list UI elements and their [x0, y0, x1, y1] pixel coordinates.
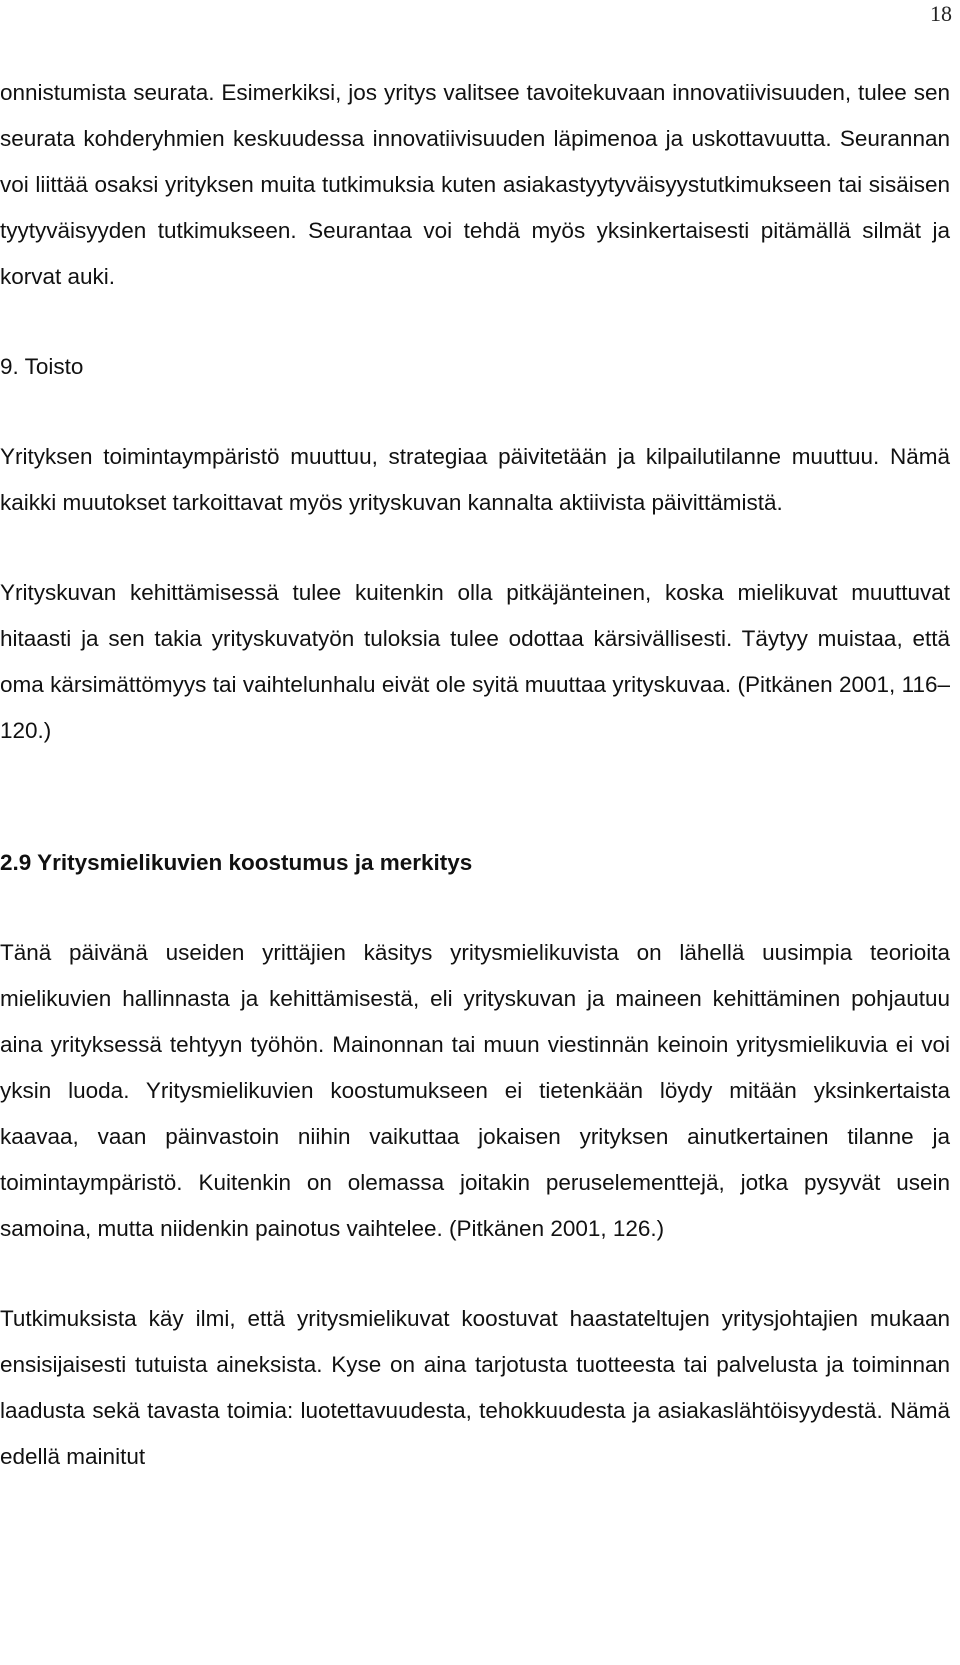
heading-section-2-9: 2.9 Yritysmielikuvien koostumus ja merkitys: [0, 850, 473, 875]
section-title-repetition: 9. Toisto: [0, 354, 84, 379]
paragraph-research-findings: Tutkimuksista käy ilmi, että yritysmielikuvat koostuvat haastateltujen yritysjohtajien mukaan ensisijaisesti tutuista aineksista. Kyse on aina tarjotusta tuotteesta tai palvelusta ja toiminnan laadusta sekä tavasta toimia: luotettavuudesta, tehokkuudesta ja asiakaslähtöisyydestä. Nämä edellä mainitut: [0, 1306, 950, 1469]
paragraph-long-term-development: Yrityskuvan kehittämisessä tulee kuitenkin olla pitkäjänteinen, koska mielikuvat muuttuvat hitaasti ja sen takia yrityskuvatyön tuloksia tulee odottaa kärsivällisesti. Täytyy muistaa, että oma kärsimättömyys tai vaihtelunhalu eivät ole syitä muuttaa yrityskuvaa. (Pitkänen 2001, 116–120.): [0, 580, 950, 743]
paragraph-entrepreneur-views: Tänä päivänä useiden yrittäjien käsitys yritysmielikuvista on lähellä uusimpia teorioita mielikuvien hallinnasta ja kehittämisestä, eli yrityskuvan ja maineen kehittäminen pohjautuu aina yrityksessä tehtyyn työhön. Mainonnan tai muun viestinnän keinoin yritysmielikuvia ei voi yksin luoda. Yritysmielikuvien koostumukseen ei tietenkään löydy mitään yksinkertaista kaavaa, vaan päinvastoin niihin vaikuttaa jokaisen yrityksen ainutkertainen tilanne ja toimintaympäristö. Kuitenkin on olemassa joitakin peruselementtejä, jotka pysyvät usein samoina, mutta niidenkin painotus vaihtelee. (Pitkänen 2001, 126.): [0, 940, 950, 1241]
document-body: [0, 70, 950, 1480]
paragraph-environment-change: Yrityksen toimintaympäristö muuttuu, strategiaa päivitetään ja kilpailutilanne muuttuu. Nämä kaikki muutokset tarkoittavat myös yrityskuvan kannalta aktiivista päivittämistä.: [0, 444, 950, 515]
page-number: 18: [930, 1, 952, 26]
paragraph-follow-up: onnistumista seurata. Esimerkiksi, jos yritys valitsee tavoitekuvaan innovatiivisuuden, tulee sen seurata kohderyhmien keskuudessa innovatiivisuuden läpimenoa ja uskottavuutta. Seurannan voi liittää osaksi yrityksen muita tutkimuksia kuten asiakastyytyväisyystutkimukseen tai sisäisen tyytyväisyyden tutkimukseen. Seurantaa voi tehdä myös yksinkertaisesti pitämällä silmät ja korvat auki.: [0, 80, 950, 289]
